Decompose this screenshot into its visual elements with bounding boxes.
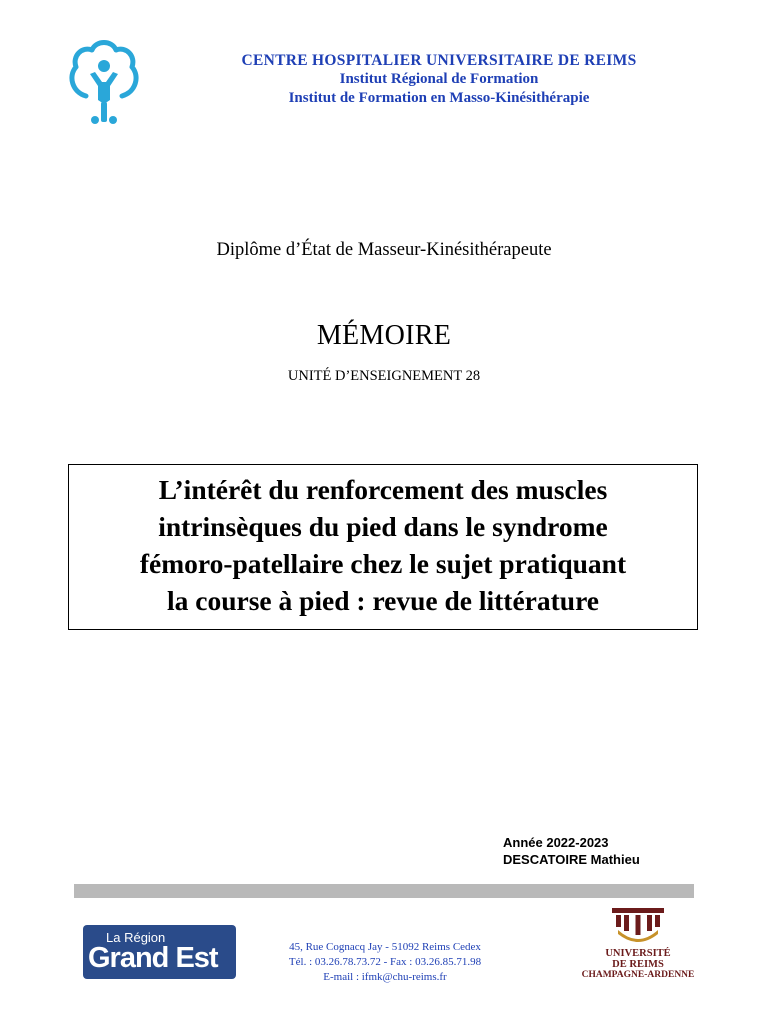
urca-line-1: UNIVERSITÉ xyxy=(605,948,671,959)
document-type-title: MÉMOIRE xyxy=(316,320,452,351)
urca-line-2: DE REIMS xyxy=(612,958,664,970)
thesis-title-line: fémoro-patellaire chez le sujet pratiquant xyxy=(139,548,627,579)
urca-emblem-icon xyxy=(608,906,668,944)
region-logo-big-text: Grand Est xyxy=(88,942,218,974)
hospital-name: CENTRE HOSPITALIER UNIVERSITAIRE DE REIMS xyxy=(241,52,637,69)
thesis-title-line: la course à pied : revue de littérature xyxy=(166,585,599,616)
footer-divider xyxy=(74,884,694,898)
thesis-title-line: L’intérêt du renforcement des muscles xyxy=(158,474,608,505)
chu-reims-tree-icon xyxy=(64,34,144,126)
diploma-label: Diplôme d’État de Masseur-Kinésithérapeute xyxy=(216,240,552,260)
academic-year: Année 2022-2023 xyxy=(503,835,609,850)
thesis-title xyxy=(140,471,626,623)
thesis-title-line: intrinsèques du pied dans le syndrome xyxy=(158,511,608,542)
teaching-unit-label: UNITÉ D’ENSEIGNEMENT 28 xyxy=(287,368,481,384)
thesis-title-box xyxy=(68,464,698,630)
author-block xyxy=(503,834,640,868)
phone-fax: Tél. : 03.26.78.73.72 - Fax : 03.26.85.71.98 xyxy=(288,956,482,968)
region-logo-small-text: La Région xyxy=(106,930,166,945)
institute-name: Institut Régional de Formation xyxy=(339,71,539,87)
author-name: DESCATOIRE Mathieu xyxy=(503,852,640,867)
postal-address: 45, Rue Cognacq Jay - 51092 Reims Cedex xyxy=(289,941,481,953)
urca-line-3: CHAMPAGNE-ARDENNE xyxy=(581,970,695,980)
contact-block xyxy=(270,940,500,985)
school-name: Institut de Formation en Masso-Kinésithérapie xyxy=(288,90,590,106)
institution-header xyxy=(150,52,728,108)
email-address: E-mail : ifmk@chu-reims.fr xyxy=(323,971,447,983)
urca-name xyxy=(574,949,702,981)
university-reims-logo xyxy=(574,906,702,980)
region-grand-est-logo xyxy=(83,925,236,979)
